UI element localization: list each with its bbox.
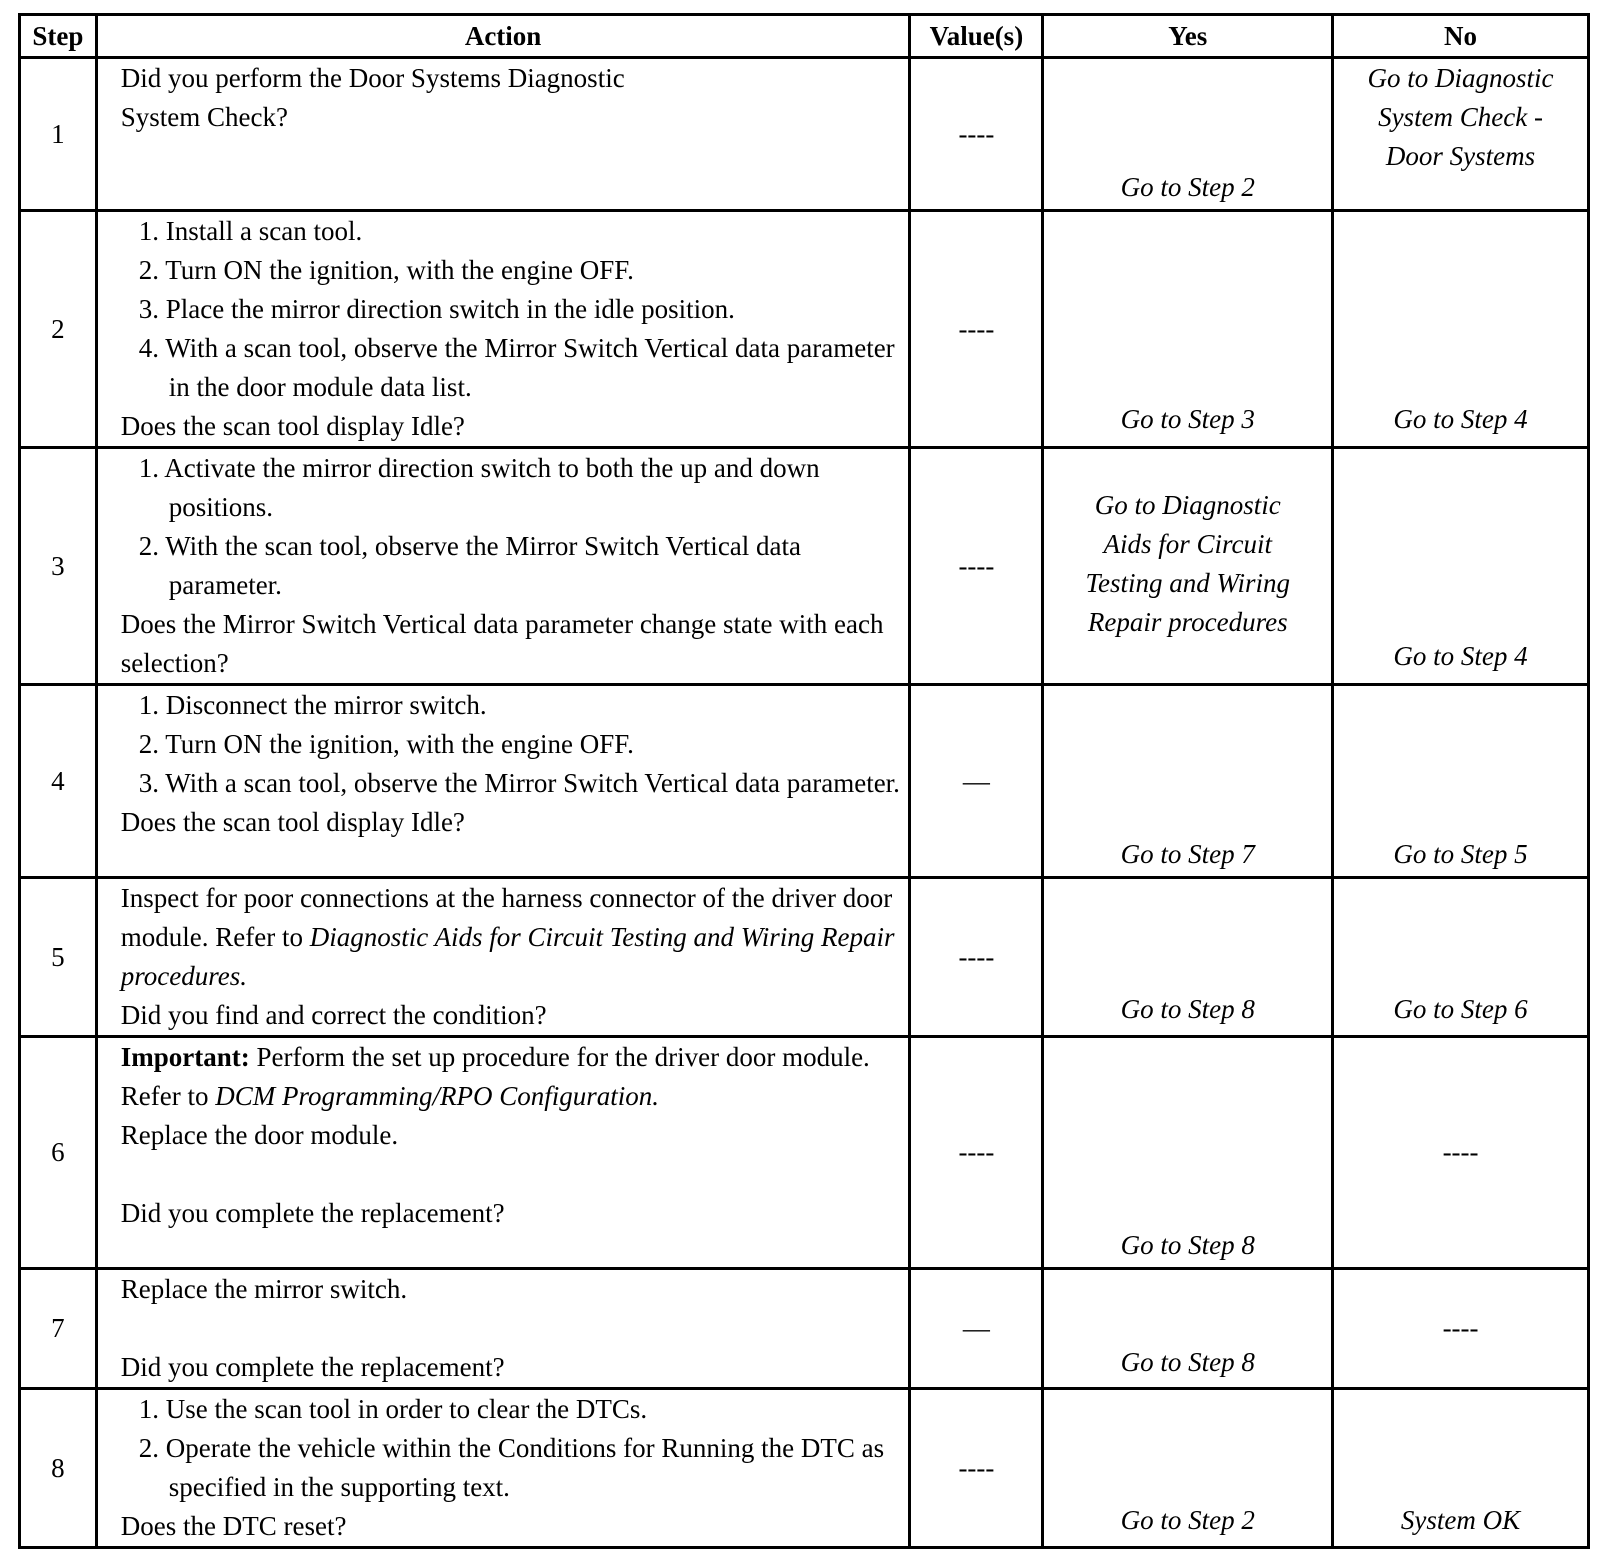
list-item: 4. With a scan tool, observe the Mirror Switch Vertical data parameter in the door module data list. bbox=[138, 333, 895, 402]
yes-cell bbox=[1043, 58, 1333, 211]
no-cell bbox=[1333, 211, 1589, 448]
no-link-line: Door Systems bbox=[1385, 141, 1536, 171]
step-number: 6 bbox=[20, 1037, 97, 1269]
yes-cell bbox=[1043, 685, 1333, 878]
yes-link-line: Testing and Wiring bbox=[1085, 567, 1291, 598]
step-number: 5 bbox=[20, 878, 97, 1037]
list-item: 3. Place the mirror direction switch in the idle position. bbox=[138, 294, 735, 324]
action-cell bbox=[96, 878, 910, 1037]
yes-link-line: Aids for Circuit bbox=[1103, 528, 1273, 559]
no-link[interactable] bbox=[1334, 59, 1587, 176]
diagnostic-table bbox=[18, 13, 1590, 1549]
value-cell: — bbox=[910, 1269, 1043, 1389]
step-number: 3 bbox=[20, 448, 97, 685]
list-item: 2. With the scan tool, observe the Mirror Switch Vertical data parameter. bbox=[138, 531, 802, 600]
yes-link[interactable]: Go to Step 7 bbox=[1120, 839, 1255, 869]
value-cell: ---- bbox=[910, 58, 1043, 211]
list-item: 1. Activate the mirror direction switch to both the up and down positions. bbox=[138, 453, 820, 522]
no-cell bbox=[1333, 1269, 1589, 1389]
list-item: 1. Use the scan tool in order to clear the DTCs. bbox=[138, 1394, 648, 1424]
value-cell: — bbox=[910, 685, 1043, 878]
header-no: No bbox=[1333, 15, 1589, 58]
step-number: 8 bbox=[20, 1389, 97, 1548]
value-cell: ---- bbox=[910, 1389, 1043, 1548]
value-cell: ---- bbox=[910, 211, 1043, 448]
no-link[interactable]: Go to Step 4 bbox=[1393, 641, 1528, 671]
list-item: 3. With a scan tool, observe the Mirror Switch Vertical data parameter. bbox=[138, 768, 900, 798]
yes-link-line: Repair procedures bbox=[1087, 606, 1288, 637]
value-cell: ---- bbox=[910, 448, 1043, 685]
no-cell bbox=[1333, 878, 1589, 1037]
yes-link[interactable] bbox=[1044, 486, 1331, 642]
table-row bbox=[20, 685, 1589, 878]
question-text: Does the scan tool display Idle? bbox=[120, 807, 465, 837]
action-cell bbox=[96, 1269, 910, 1389]
question-text: Did you find and correct the condition? bbox=[120, 1000, 547, 1030]
value-cell: ---- bbox=[910, 1037, 1043, 1269]
list-item: 2. Turn ON the ignition, with the engine OFF. bbox=[138, 255, 634, 285]
no-link[interactable]: Go to Step 5 bbox=[1393, 839, 1528, 869]
no-link-line: Go to Diagnostic bbox=[1367, 63, 1554, 93]
question-text: Does the Mirror Switch Vertical data parameter change state with each selection? bbox=[120, 609, 884, 678]
header-action: Action bbox=[96, 15, 910, 58]
no-cell bbox=[1333, 448, 1589, 685]
yes-link[interactable]: Go to Step 8 bbox=[1120, 994, 1255, 1024]
yes-cell bbox=[1043, 1269, 1333, 1389]
header-yes: Yes bbox=[1043, 15, 1333, 58]
action-cell bbox=[96, 1037, 910, 1269]
question-text: Does the scan tool display Idle? bbox=[120, 411, 465, 441]
yes-cell bbox=[1043, 878, 1333, 1037]
important-label: Important: bbox=[120, 1042, 250, 1072]
no-cell bbox=[1333, 1389, 1589, 1548]
table-row bbox=[20, 1269, 1589, 1389]
reference-link[interactable]: DCM Programming/RPO Configuration. bbox=[215, 1081, 659, 1111]
yes-link[interactable]: Go to Step 8 bbox=[1120, 1347, 1255, 1377]
yes-cell bbox=[1043, 1037, 1333, 1269]
important-text: Perform the set up procedure for the driver door module. Refer to bbox=[120, 1042, 870, 1111]
spacer bbox=[121, 1309, 901, 1348]
yes-link[interactable]: Go to Step 3 bbox=[1120, 404, 1255, 434]
step-number: 4 bbox=[20, 685, 97, 878]
action-cell bbox=[96, 685, 910, 878]
no-cell bbox=[1333, 1037, 1589, 1269]
spacer bbox=[121, 1155, 901, 1194]
no-cell bbox=[1333, 685, 1589, 878]
instruction-text: Replace the mirror switch. bbox=[120, 1274, 408, 1304]
yes-link[interactable]: Go to Step 2 bbox=[1120, 172, 1255, 202]
step-number: 7 bbox=[20, 1269, 97, 1389]
question-text: Did you complete the replacement? bbox=[120, 1198, 505, 1228]
question-text: Does the DTC reset? bbox=[120, 1511, 347, 1541]
table-row bbox=[20, 58, 1589, 211]
yes-link[interactable]: Go to Step 8 bbox=[1120, 1230, 1255, 1260]
no-value: ---- bbox=[1442, 1137, 1479, 1167]
table-row bbox=[20, 878, 1589, 1037]
action-cell bbox=[96, 448, 910, 685]
header-value: Value(s) bbox=[910, 15, 1043, 58]
no-cell bbox=[1333, 58, 1589, 211]
table-row bbox=[20, 448, 1589, 685]
no-link[interactable]: System OK bbox=[1400, 1505, 1521, 1535]
no-link[interactable]: Go to Step 6 bbox=[1393, 994, 1528, 1024]
action-text: Inspect for poor connections at the harness connector of the driver door module. Refer to bbox=[120, 883, 893, 952]
step-number: 2 bbox=[20, 211, 97, 448]
list-item: 2. Operate the vehicle within the Conditions for Running the DTC as specified in the supporting text. bbox=[138, 1433, 885, 1502]
action-cell bbox=[96, 58, 910, 211]
yes-link-line: Go to Diagnostic bbox=[1094, 489, 1281, 520]
list-item: 2. Turn ON the ignition, with the engine OFF. bbox=[138, 729, 634, 759]
value-cell: ---- bbox=[910, 878, 1043, 1037]
yes-cell bbox=[1043, 211, 1333, 448]
list-item: 1. Disconnect the mirror switch. bbox=[138, 690, 487, 720]
reference-link[interactable]: Diagnostic Aids for Circuit Testing and Wiring Repair procedures. bbox=[120, 922, 895, 991]
yes-cell bbox=[1043, 1389, 1333, 1548]
list-item: 1. Install a scan tool. bbox=[138, 216, 363, 246]
action-cell bbox=[96, 211, 910, 448]
table-row bbox=[20, 211, 1589, 448]
table-row bbox=[20, 1389, 1589, 1548]
no-link[interactable]: Go to Step 4 bbox=[1393, 404, 1528, 434]
step-number: 1 bbox=[20, 58, 97, 211]
no-link-line: System Check - bbox=[1378, 102, 1544, 132]
no-value: ---- bbox=[1442, 1313, 1479, 1343]
yes-link[interactable]: Go to Step 2 bbox=[1120, 1505, 1255, 1535]
action-text: Did you perform the Door Systems Diagnostic bbox=[120, 63, 625, 93]
header-row bbox=[20, 15, 1589, 58]
question-text: Did you complete the replacement? bbox=[120, 1352, 505, 1382]
action-cell bbox=[96, 1389, 910, 1548]
header-step: Step bbox=[20, 15, 97, 58]
action-text: System Check? bbox=[120, 102, 288, 132]
yes-cell bbox=[1043, 448, 1333, 685]
table-row bbox=[20, 1037, 1589, 1269]
instruction-text: Replace the door module. bbox=[120, 1120, 399, 1150]
